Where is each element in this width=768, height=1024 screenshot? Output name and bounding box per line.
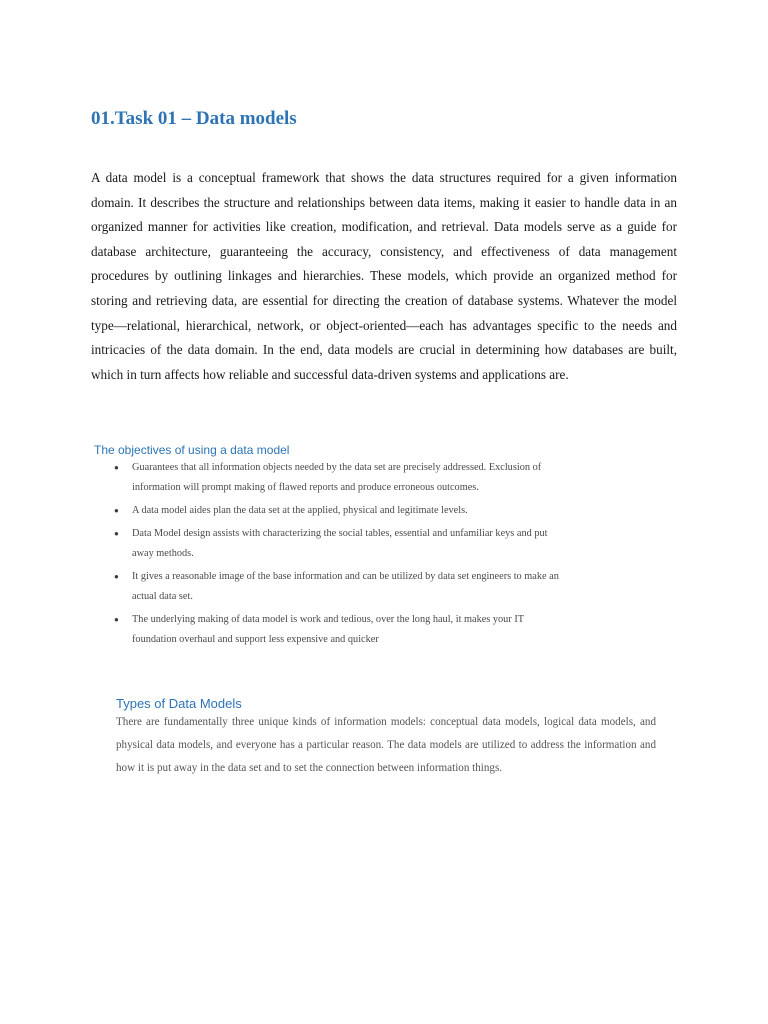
objective-text: Guarantees that all information objects needed by the data set are precisely addressed. Exclusion of information will prompt making of flawed reports and produce erroneous outcomes. <box>132 462 542 493</box>
bullet-icon: ● <box>114 615 119 624</box>
objective-item <box>94 458 564 498</box>
objective-text: The underlying making of data model is work and tedious, over the long haul, it makes your IT foundation overhaul and support less expensive and quicker <box>132 614 524 645</box>
objectives-list <box>94 458 574 650</box>
objective-text: A data model aides plan the data set at the applied, physical and legitimate levels. <box>132 505 468 516</box>
objective-item <box>94 501 564 521</box>
bullet-icon: ● <box>114 463 119 472</box>
objective-text: It gives a reasonable image of the base information and can be utilized by data set engineers to make an actual data set. <box>132 571 559 602</box>
bullet-icon: ● <box>114 529 119 538</box>
bullet-icon: ● <box>114 572 119 581</box>
bullet-icon: ● <box>114 506 119 515</box>
objectives-title: The objectives of using a data model <box>94 443 290 457</box>
objective-item <box>94 567 564 607</box>
types-title: Types of Data Models <box>116 696 242 711</box>
objective-item <box>94 610 564 650</box>
objective-text: Data Model design assists with characterizing the social tables, essential and unfamiliar keys and put away methods. <box>132 528 548 559</box>
intro-paragraph: A data model is a conceptual framework that shows the data structures required for a given information domain. It describes the structure and relationships between data items, making it easier to handle data in an organized manner for activities like creation, modification, and retrieval. Data models serve as a guide for database architecture, guaranteeing the accuracy, consistency, and effectiveness of data management procedures by outlining linkages and hierarchies. These models, which provide an organized method for storing and retrieving data, are essential for directing the creation of database systems. Whatever the model type—relational, hierarchical, network, or object-oriented—each has advantages specific to the needs and intricacies of the data domain. In the end, data models are crucial in determining how databases are built, which in turn affects how reliable and successful data-driven systems and applications are. <box>91 170 677 382</box>
types-paragraph: There are fundamentally three unique kinds of information models: conceptual data models, logical data models, and physical data models, and everyone has a particular reason. The data models are utilized to address the information and how it is put away in the data set and to set the connection between information things. <box>116 716 656 774</box>
objectives-image <box>94 443 574 653</box>
objective-item <box>94 524 564 564</box>
section-heading: 01.Task 01 – Data models <box>91 108 297 129</box>
types-image <box>116 696 656 780</box>
